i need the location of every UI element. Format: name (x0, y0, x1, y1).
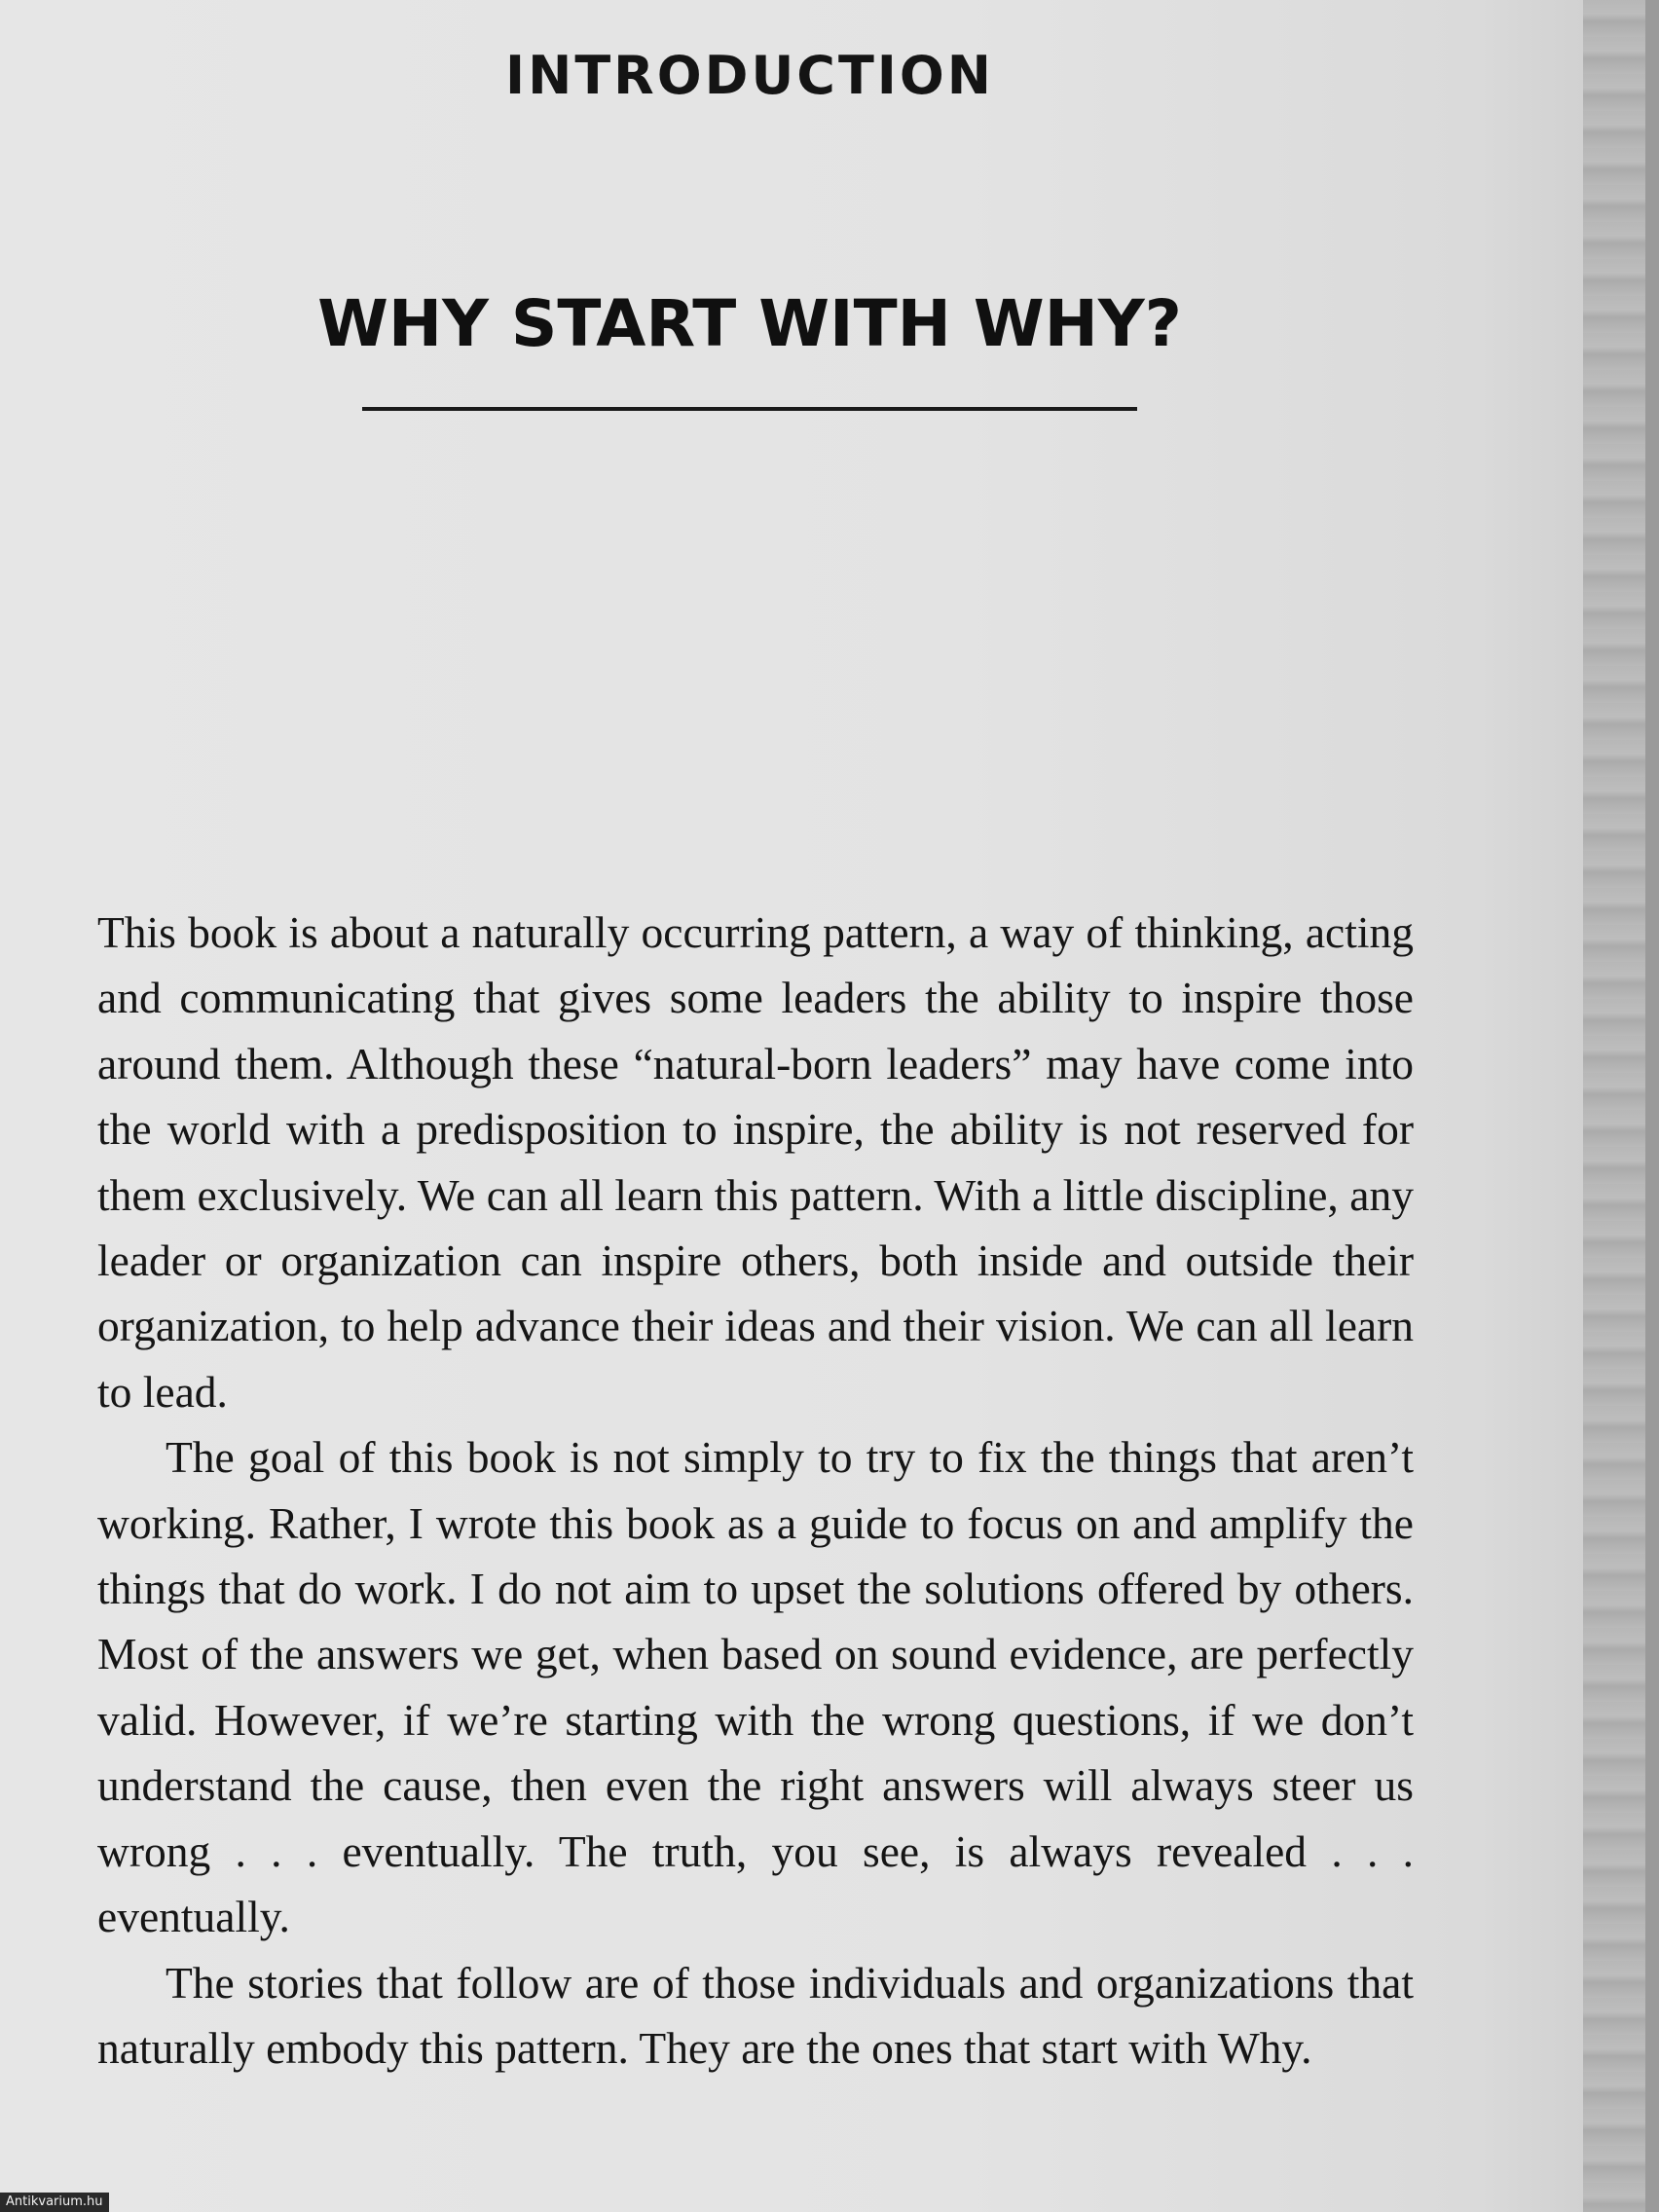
chapter-label: INTRODUCTION (505, 45, 994, 106)
watermark-text: Antikvarium.hu (0, 2193, 109, 2212)
body-text (97, 900, 1414, 2081)
paragraph-2: The goal of this book is not simply to try to fix the things that aren’t working. Rather, I wrote this book as a guide to focus on and amplify the things that do work. I do not aim to upset the solutions offered by others. Most of the answers we get, when based on sound evidence, are perfectly valid. However, if we’re starting with the wrong questions, if we don’t understand the cause, then even the right answers will always steer us wrong . . . eventually. The truth, you see, is always revealed . . . eventually. (97, 1432, 1414, 1942)
paragraph-3: The stories that follow are of those individuals and organizations that naturally embody this pattern. They are the ones that start with Why. (97, 1957, 1414, 2073)
book-spine-edge (1645, 0, 1659, 2212)
title-underline-rule (362, 407, 1137, 411)
paragraph-1: This book is about a naturally occurring pattern, a way of thinking, acting and communicating that gives some leaders the ability to inspire those around them. Although these “natural-born leaders” may have come into the world with a predisposition to inspire, the ability is not reserved for them exclusively. We can all learn this pattern. With a little discipline, any leader or organization can inspire others, both inside and outside their organization, to help advance their ideas and their vision. We can all learn to lead. (97, 907, 1414, 1417)
chapter-title: WHY START WITH WHY? (317, 286, 1182, 361)
